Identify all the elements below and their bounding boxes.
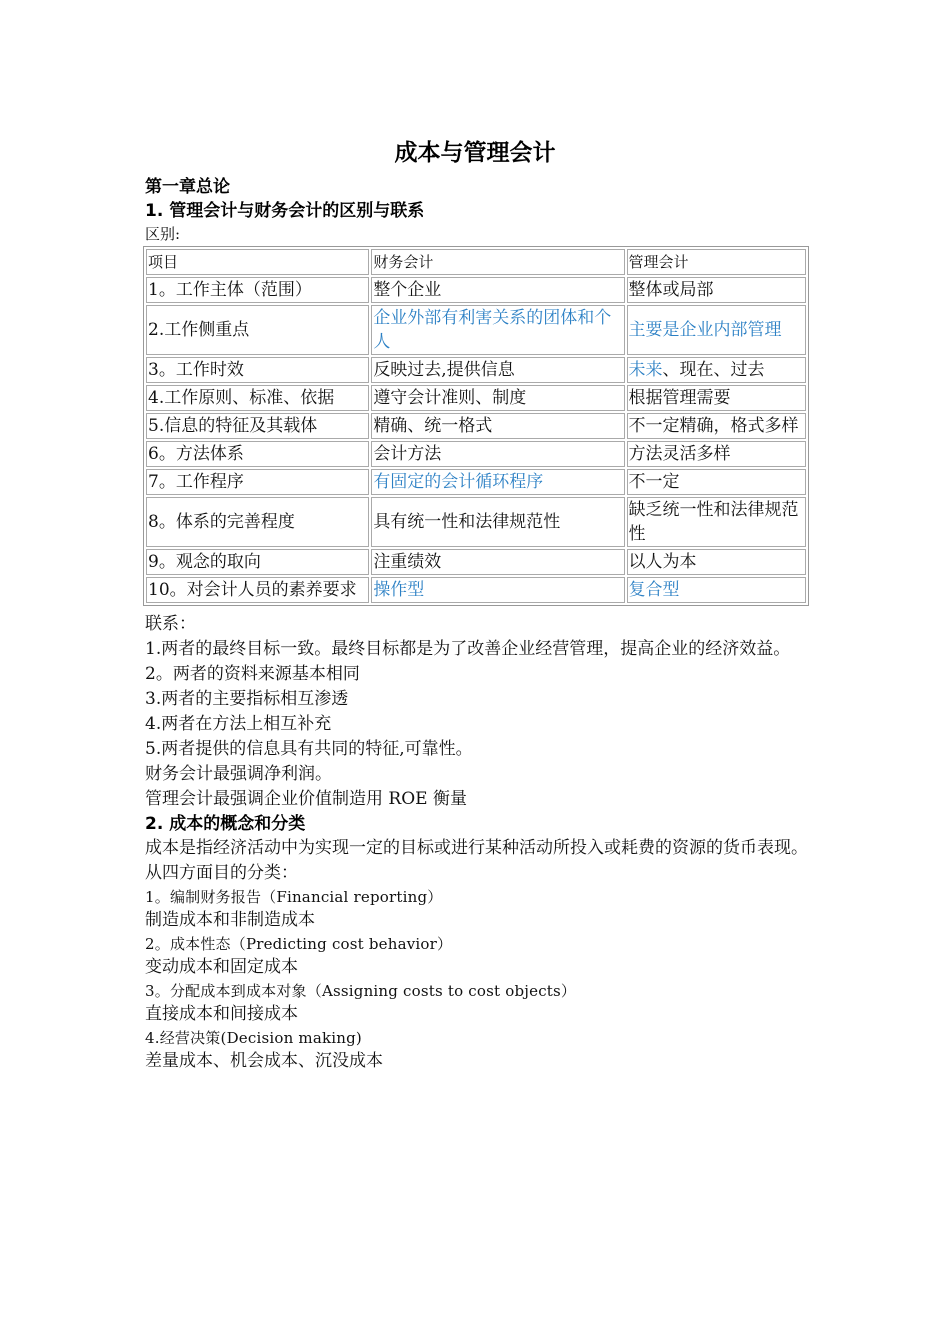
- cost-definition: 成本是指经济活动中为实现一定的目标或进行某种活动所投入或耗费的资源的货币表现。: [145, 838, 808, 858]
- relation-list: [145, 637, 810, 812]
- cell-text: 注重绩效: [373, 552, 442, 572]
- table-row: [146, 549, 806, 575]
- relation-item: 2。两者的资料来源基本相同: [145, 664, 360, 684]
- cell-text: 方法灵活多样: [628, 444, 731, 464]
- highlight-text: 主要是企业内部管理: [628, 320, 782, 340]
- classification-title: 1。编制财务报告（Financial reporting）: [145, 888, 443, 906]
- classification-desc: 制造成本和非制造成本: [145, 910, 315, 930]
- classification-intro: 从四方面目的分类：: [145, 863, 298, 883]
- table-cell-financial: [371, 549, 624, 575]
- classification-title: 2。成本性态（Predicting cost behavior）: [145, 935, 453, 953]
- table-row: [146, 469, 806, 495]
- table-cell-item: 8。体系的完善程度: [146, 497, 369, 547]
- table-cell-item: 10。对会计人员的素养要求: [146, 577, 369, 603]
- table-cell-management: [627, 413, 807, 439]
- table-cell-financial: [371, 413, 624, 439]
- chapter-heading: 第一章总论: [145, 177, 230, 197]
- table-cell-item: 1。工作主体（范围）: [146, 277, 369, 303]
- table-header-cell: 财务会计: [371, 249, 624, 275]
- cell-text: 遵守会计准则、制度: [373, 388, 527, 408]
- table-cell-item: 6。方法体系: [146, 441, 369, 467]
- classification-title: 3。分配成本到成本对象（Assigning costs to cost objects）: [145, 982, 577, 1000]
- classification-desc: 变动成本和固定成本: [145, 957, 298, 977]
- document-body: [145, 175, 810, 1074]
- table-cell-management: [627, 357, 807, 383]
- table-row: [146, 497, 806, 547]
- table-cell-management: [627, 277, 807, 303]
- cell-text: 会计方法: [373, 444, 442, 464]
- cell-text: 不一定: [628, 472, 680, 492]
- cell-text: 、现在、过去: [662, 360, 765, 380]
- highlight-text: 操作型: [373, 580, 425, 600]
- cell-text: 以人为本: [628, 552, 697, 572]
- relation-label: 联系：: [145, 614, 196, 634]
- highlight-text: 企业外部有利害关系的团体和个人: [373, 308, 612, 352]
- cell-text: 具有统一性和法律规范性: [373, 512, 561, 532]
- cell-text: 整体或局部: [628, 280, 714, 300]
- relation-item: 5.两者提供的信息具有共同的特征,可靠性。: [145, 739, 473, 759]
- table-header-cell: 管理会计: [627, 249, 807, 275]
- table-cell-item: 3。工作时效: [146, 357, 369, 383]
- table-cell-financial: [371, 497, 624, 547]
- section-heading-2: 2. 成本的概念和分类: [145, 814, 306, 834]
- table-row: [146, 357, 806, 383]
- table-row: [146, 577, 806, 603]
- table-cell-management: [627, 305, 807, 355]
- table-cell-financial: [371, 441, 624, 467]
- table-cell-management: [627, 441, 807, 467]
- table-cell-financial: [371, 385, 624, 411]
- table-cell-item: 2.工作侧重点: [146, 305, 369, 355]
- relation-item: 1.两者的最终目标一致。最终目标都是为了改善企业经营管理，提高企业的经济效益。: [145, 639, 791, 659]
- cell-text: 整个企业: [373, 280, 442, 300]
- highlight-text: 有固定的会计循环程序: [373, 472, 544, 492]
- classification-desc: 差量成本、机会成本、沉没成本: [145, 1051, 383, 1071]
- table-cell-item: 5.信息的特征及其载体: [146, 413, 369, 439]
- highlight-text: 复合型: [628, 580, 680, 600]
- cell-text: 精确、统一格式: [373, 416, 493, 436]
- table-row: [146, 385, 806, 411]
- table-row: [146, 277, 806, 303]
- table-row: [146, 441, 806, 467]
- table-row: [146, 413, 806, 439]
- classification-title: 4.经营决策(Decision making): [145, 1029, 362, 1047]
- cell-text: 根据管理需要: [628, 388, 731, 408]
- relation-item: 4.两者在方法上相互补充: [145, 714, 332, 734]
- difference-label: 区别:: [145, 225, 181, 243]
- table-cell-management: [627, 549, 807, 575]
- table-cell-financial: [371, 469, 624, 495]
- table-cell-financial: [371, 305, 624, 355]
- table-cell-financial: [371, 357, 624, 383]
- table-cell-item: 4.工作原则、标准、依据: [146, 385, 369, 411]
- table-cell-management: [627, 469, 807, 495]
- classification-desc: 直接成本和间接成本: [145, 1004, 298, 1024]
- cell-text: 不一定精确，格式多样: [628, 416, 799, 436]
- table-cell-management: [627, 497, 807, 547]
- table-cell-item: 7。工作程序: [146, 469, 369, 495]
- relation-item: 3.两者的主要指标相互渗透: [145, 689, 349, 709]
- highlight-text: 未来: [628, 360, 663, 380]
- table-cell-financial: [371, 577, 624, 603]
- section-heading-1: 1. 管理会计与财务会计的区别与联系: [145, 201, 425, 221]
- table-row: [146, 305, 806, 355]
- cell-text: 缺乏统一性和法律规范性: [628, 500, 799, 544]
- table-cell-management: [627, 385, 807, 411]
- cell-text: 反映过去,提供信息: [373, 360, 515, 380]
- table-cell-financial: [371, 277, 624, 303]
- document-title: 成本与管理会计: [394, 140, 556, 166]
- table-cell-item: 9。观念的取向: [146, 549, 369, 575]
- table-header-row: [146, 249, 806, 275]
- table-cell-management: [627, 577, 807, 603]
- table-header-cell: 项目: [146, 249, 369, 275]
- classification-list: [145, 886, 810, 1074]
- relation-item: 财务会计最强调净利润。: [145, 764, 332, 784]
- comparison-table: [143, 246, 809, 606]
- relation-item: 管理会计最强调企业价值制造用 ROE 衡量: [145, 789, 467, 809]
